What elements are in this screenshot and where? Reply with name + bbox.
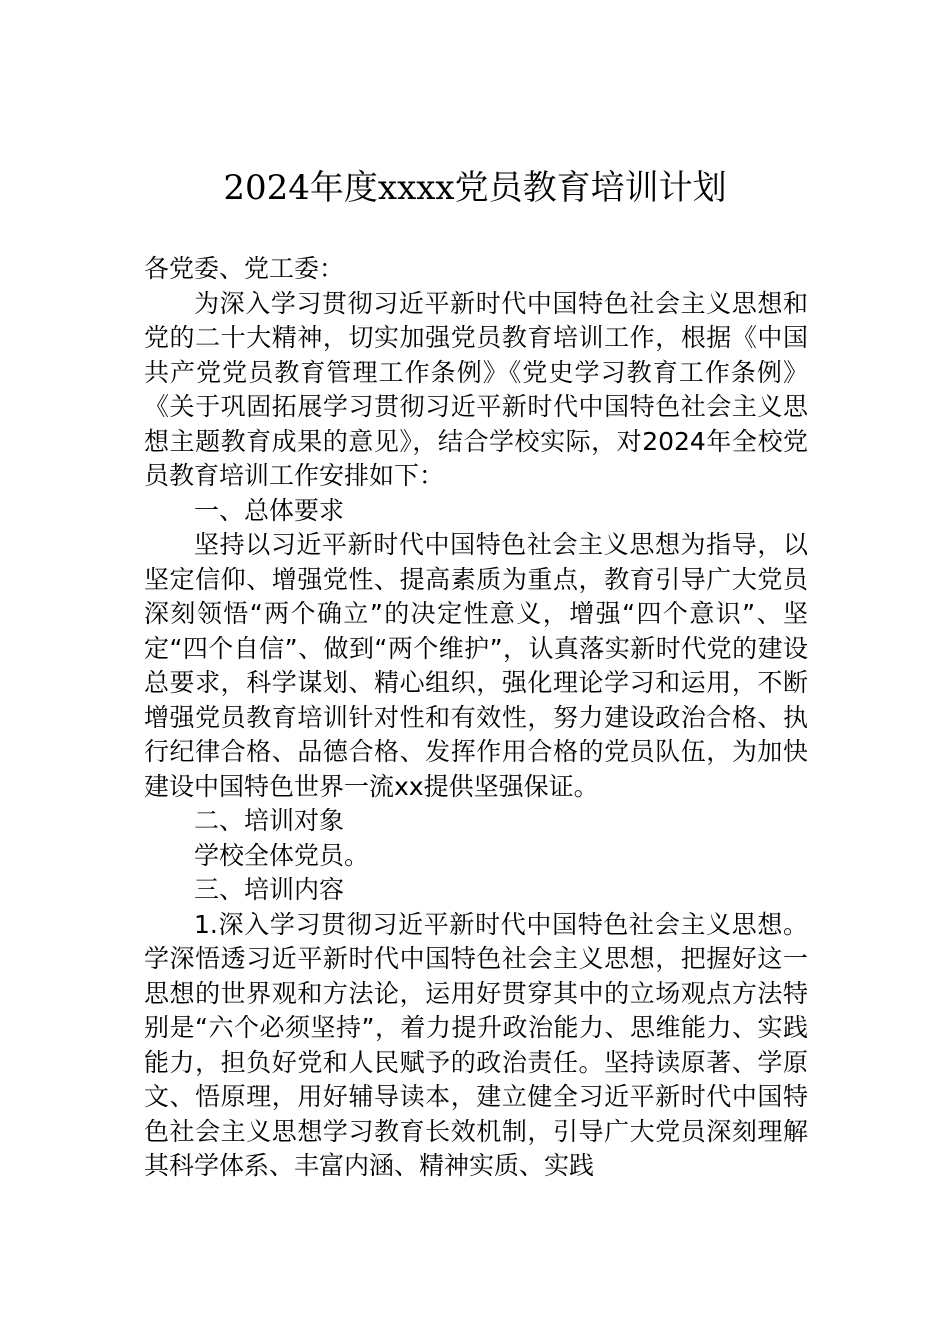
section-heading-content: 三、培训内容 xyxy=(194,875,345,904)
requirements-paragraph: 坚持以习近平新时代中国特色社会主义思想为指导，以坚定信仰、增强党性、提高素质为重点，教育引导广大党员深刻领悟“两个确立”的决定性意义，增强“四个意识”、坚定“四个自信”、做到“两个维护”，认真落实新时代党的建设总要求，科学谋划、精心组织，强化理论学习和运用，不断增强党员教育培训针对性和有效性，努力建设政治合格、执行纪律合格、品德合格、发挥作用合格的党员队伍，为加快建设中国特色世界一流xx提供坚强保证。 xyxy=(144,530,808,801)
salutation: 各党委、党工委： xyxy=(144,254,345,283)
targets-paragraph: 学校全体党员。 xyxy=(194,840,370,870)
document-body xyxy=(144,252,808,1184)
intro-paragraph: 为深入学习贯彻习近平新时代中国特色社会主义思想和党的二十大精神，切实加强党员教育培训工作，根据《中国共产党党员教育管理工作条例》《党史学习教育工作条例》《关于巩固拓展学习贯彻习近平新时代中国特色社会主义思想主题教育成果的意见》，结合学校实际，对2024年全校党员教育培训工作安排如下： xyxy=(144,288,808,490)
document-title: 2024年度xxxx党员教育培训计划 xyxy=(223,168,727,208)
section-heading-targets: 二、培训对象 xyxy=(194,806,345,835)
content-item-1-paragraph: 1.深入学习贯彻习近平新时代中国特色社会主义思想。学深悟透习近平新时代中国特色社会主义思想，把握好这一思想的世界观和方法论，运用好贯穿其中的立场观点方法特别是“六个必须坚持”，着力提升政治能力、思维能力、实践能力，担负好党和人民赋予的政治责任。坚持读原著、学原文、悟原理，用好辅导读本，建立健全习近平新时代中国特色社会主义思想学习教育长效机制，引导广大党员深刻理解其科学体系、丰富内涵、精神实质、实践 xyxy=(144,909,808,1180)
section-heading-requirements: 一、总体要求 xyxy=(194,495,345,525)
